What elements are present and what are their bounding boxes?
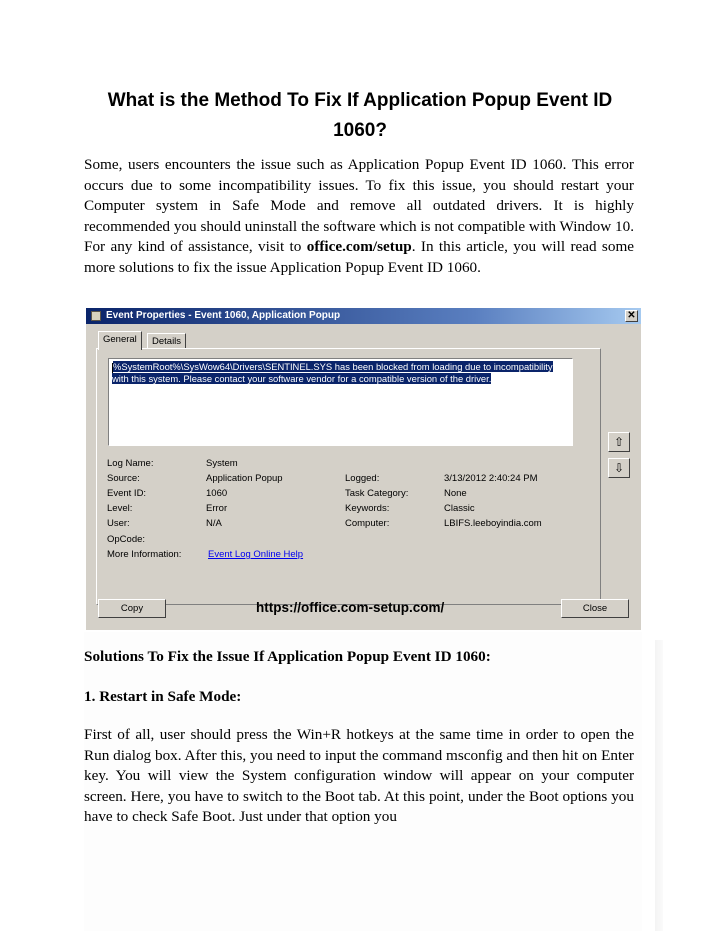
previous-event-button[interactable] [608,432,630,452]
event-message-box[interactable] [108,358,573,446]
log-name-value: System [206,458,238,469]
page-edge-shadow [655,640,663,931]
event-properties-window [86,308,641,630]
event-message-selection: %SystemRoot%\SysWow64\Drivers\SENTINEL.SYS has been blocked from loading due to incompatibility with this system. Please contact your software vendor for a compatible version of the driver. [112,361,553,384]
task-category-label: Task Category: [345,488,409,499]
source-label: Source: [107,473,140,484]
event-log-online-help-link[interactable]: Event Log Online Help [208,549,304,560]
window-close-button[interactable]: ✕ [625,310,638,322]
window-titlebar[interactable] [86,308,641,324]
event-id-label: Event ID: [107,488,147,499]
tab-details[interactable]: Details [147,333,186,349]
solutions-heading: Solutions To Fix the Issue If Application Popup Event ID 1060: [84,648,491,665]
intro-text-before: Some, users encounters the issue such as Application Popup Event ID 1060. This error occurs due to some incompatibility issues. To fix this issue, you should restart your Computer system in Safe Mode and remove all outdated drivers. It is highly recommended you should uninstall the software which is not compatible with Window 10. For any kind of assistance, visit to [84,156,634,256]
task-category-value: None [444,488,467,499]
tab-general[interactable]: General [98,331,142,350]
opcode-label: OpCode: [107,534,146,545]
source-value: Application Popup [206,473,283,484]
computer-value: LBIFS.leeboyindia.com [444,518,542,529]
arrow-down-icon: ⇩ [613,461,625,475]
keywords-label: Keywords: [345,503,390,514]
logged-value: 3/13/2012 2:40:24 PM [444,473,538,484]
watermark-url: https://office.com-setup.com/ [256,600,445,615]
article-title: What is the Method To Fix If Application Popup Event ID 1060? [107,90,613,141]
step-1-heading: 1. Restart in Safe Mode: [84,688,242,705]
event-message-text [112,361,567,384]
more-information-label: More Information: [107,549,182,560]
arrow-up-icon: ⇧ [613,435,625,449]
window-title: Event Properties - Event 1060, Application Popup [106,310,341,321]
logged-label: Logged: [345,473,380,484]
user-label: User: [107,518,130,529]
copy-button[interactable]: Copy [98,599,166,618]
level-value: Error [206,503,228,514]
level-label: Level: [107,503,133,514]
step-1-paragraph: First of all, user should press the Win+R hotkeys at the same time in order to open the Run dialog box. After this, you need to input the command msconfig and then hit on Enter key. You will view the System configuration window will appear on your computer screen. Here, you have to switch to the Boot tab. At this point, under the Boot options you have to check Safe Boot. Just under that option you [84,726,634,826]
office-setup-link[interactable]: office.com/setup [306,238,412,256]
user-value: N/A [206,518,222,529]
intro-text-after: . In this article, you will read some more solutions to fix the issue Application Popup Event ID 1060. [84,238,634,276]
computer-label: Computer: [345,518,390,529]
next-event-button[interactable] [608,458,630,478]
keywords-value: Classic [444,503,475,514]
event-id-value: 1060 [206,488,228,499]
intro-paragraph [84,155,634,279]
event-viewer-icon [91,311,101,321]
close-button[interactable]: Close [561,599,629,618]
log-name-label: Log Name: [107,458,154,469]
